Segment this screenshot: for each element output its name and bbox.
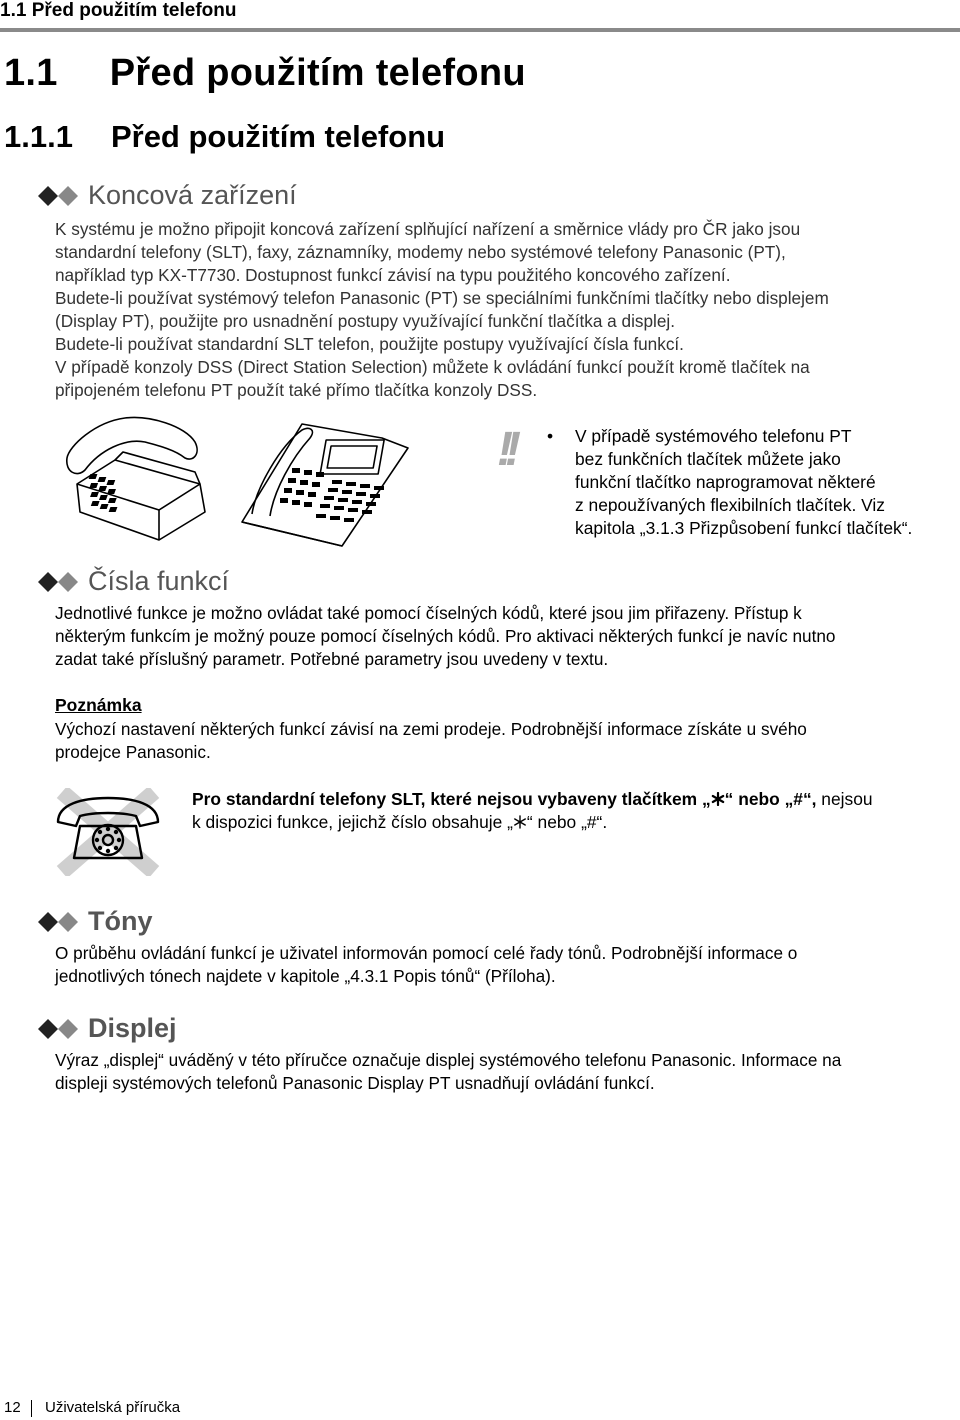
slt-note-bold-b: “ nebo „#“, bbox=[724, 789, 817, 809]
asterisk-key-icon bbox=[711, 792, 725, 806]
text-line bbox=[192, 788, 952, 811]
heading-2-text: Před použitím telefonu bbox=[110, 119, 446, 154]
section-heading-tony bbox=[37, 906, 153, 937]
slt-note-bold-a: Pro standardní telefony SLT, které nejsou vybaveny tlačítkem „ bbox=[192, 789, 711, 809]
heading-1-number: 1.1 bbox=[4, 52, 58, 94]
text-line: V případě konzoly DSS (Direct Station Selection) můžete k ovládání funkcí použít kromě tlačítek na bbox=[55, 357, 810, 377]
heading-2 bbox=[4, 119, 445, 155]
diamonds-icon bbox=[37, 911, 81, 933]
text-line: bez funkčních tlačítek můžete jako bbox=[575, 449, 841, 469]
text-line: Jednotlivé funkce je možno ovládat také pomocí číselných kódů, které jsou jim přiřazeny. Přístup k bbox=[55, 603, 802, 623]
section-heading-cisla bbox=[37, 566, 229, 597]
bullet-note bbox=[547, 425, 955, 540]
section-title: Čísla funkcí bbox=[88, 566, 230, 596]
crossed-rotary-phone-icon bbox=[52, 788, 164, 876]
text-line: Budete-li používat systémový telefon Panasonic (PT) se speciálními funkčními tlačítky nebo displejem bbox=[55, 288, 829, 308]
slt-note-line2-a: k dispozici funkce, jejichž číslo obsahuje „ bbox=[192, 812, 513, 832]
bullet: • bbox=[547, 426, 554, 446]
tony-text bbox=[55, 942, 955, 988]
page-number: 12 bbox=[4, 1399, 21, 1416]
footer-title: Uživatelská příručka bbox=[45, 1399, 181, 1416]
text-line: například typ KX-T7730. Dostupnost funkcí závisí na typu použitého koncového zařízení. bbox=[55, 265, 731, 285]
slt-note-line2-b: “ nebo „#“. bbox=[526, 812, 608, 832]
section-heading-koncova bbox=[37, 180, 297, 211]
section-heading-displej bbox=[37, 1013, 177, 1044]
koncova-text bbox=[55, 218, 955, 402]
text-line: připojeném telefonu PT použít také přímo tlačítka konzoly DSS. bbox=[55, 380, 538, 400]
header-rule bbox=[0, 28, 960, 32]
text-line: jednotlivých tónech najdete v kapitole „4.3.1 Popis tónů“ (Příloha). bbox=[55, 966, 556, 986]
text-line: Výchozí nastavení některých funkcí závisí na zemi prodeje. Podrobnější informace získáte u svého bbox=[55, 719, 807, 739]
text-line: kapitola „3.1.3 Přizpůsobení funkcí tlačítek“. bbox=[575, 518, 913, 538]
text-line: z nepoužívaných flexibilních tlačítek. Viz bbox=[575, 495, 885, 515]
text-line: Výraz „displej“ uváděný v této příručce označuje displej systémového telefonu Panasonic. Informace na bbox=[55, 1050, 842, 1070]
slt-note bbox=[192, 788, 952, 834]
text-line: některým funkcím je možný pouze pomocí číselných kódů. Pro aktivaci některých funkcí je navíc nutno bbox=[55, 626, 836, 646]
text-line: zadat také příslušný parametr. Potřebné parametry jsou uvedeny v textu. bbox=[55, 649, 609, 669]
footer-separator bbox=[31, 1400, 32, 1417]
text-line: prodejce Panasonic. bbox=[55, 742, 211, 762]
section-title: Koncová zařízení bbox=[88, 180, 297, 210]
note-text bbox=[55, 718, 955, 764]
diamonds-icon bbox=[37, 185, 81, 207]
asterisk-key-icon bbox=[513, 815, 527, 829]
standard-telephone-illustration bbox=[55, 412, 225, 542]
heading-1-text: Před použitím telefonu bbox=[109, 52, 526, 94]
attention-icon: !! bbox=[497, 423, 513, 476]
diamonds-icon bbox=[37, 571, 81, 593]
system-telephone-illustration bbox=[232, 418, 412, 548]
text-line: Budete-li používat standardní SLT telefon, použijte postupy využívající čísla funkcí. bbox=[55, 334, 684, 354]
heading-2-number: 1.1.1 bbox=[4, 119, 73, 154]
text-line bbox=[192, 811, 952, 834]
text-line: K systému je možno připojit koncová zařízení splňující nařízení a směrnice vlády pro ČR jako jsou bbox=[55, 219, 801, 239]
text-line: displeji systémových telefonů Panasonic Display PT usnadňují ovládání funkcí. bbox=[55, 1073, 655, 1093]
displej-text bbox=[55, 1049, 955, 1095]
text-line: O průběhu ovládání funkcí je uživatel informován pomocí celé řady tónů. Podrobnější informace o bbox=[55, 943, 798, 963]
note-label: Poznámka bbox=[55, 695, 142, 715]
slt-note-normal: nejsou bbox=[816, 789, 873, 809]
section-title: Displej bbox=[88, 1013, 177, 1043]
running-header: 1.1 Před použitím telefonu bbox=[0, 0, 237, 21]
section-title: Tóny bbox=[88, 906, 153, 936]
text-line: standardní telefony (SLT), faxy, záznamníky, modemy nebo systémové telefony Panasonic (PT), bbox=[55, 242, 786, 262]
text-line: V případě systémového telefonu PT bbox=[575, 426, 852, 446]
diamonds-icon bbox=[37, 1018, 81, 1040]
text-line: (Display PT), použijte pro usnadnění postupy využívající funkční tlačítka a displej. bbox=[55, 311, 676, 331]
heading-1 bbox=[4, 52, 526, 95]
cisla-text bbox=[55, 602, 955, 671]
text-line: funkční tlačítko naprogramovat některé bbox=[575, 472, 876, 492]
